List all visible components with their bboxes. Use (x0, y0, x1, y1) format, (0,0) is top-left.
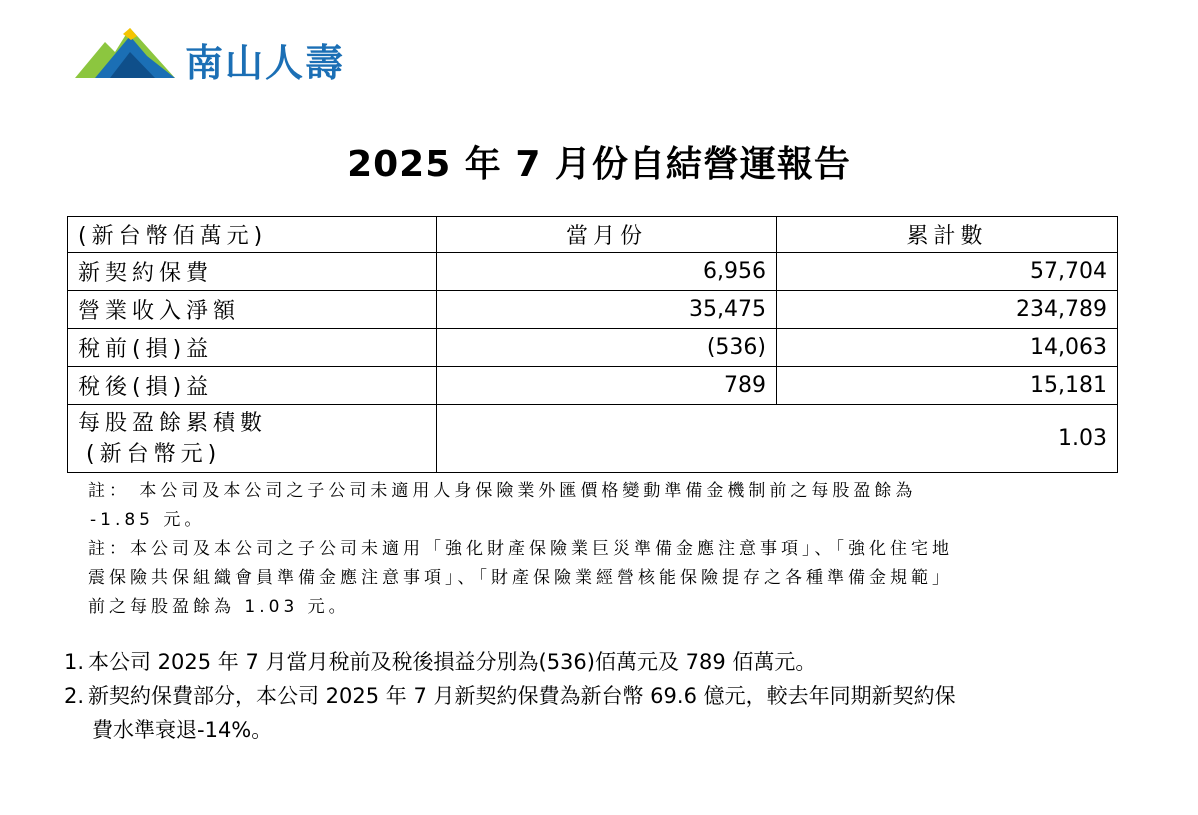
row-label: 稅前(損)益 (68, 329, 437, 367)
point-text: 新契約保費部分，本公司 2025 年 7 月新契約保費為新台幣 69.6 億元，較去年同期新契約保 (88, 684, 956, 708)
eps-label (68, 405, 437, 473)
row-month-value: 35,475 (437, 291, 777, 329)
table-row (68, 253, 1118, 291)
table-row (68, 367, 1118, 405)
header-unit: (新台幣佰萬元) (68, 217, 437, 253)
point-number: 2. (64, 684, 85, 708)
row-month-value: 6,956 (437, 253, 777, 291)
note2-line1: 註：本公司及本公司之子公司未適用「強化財產保險業巨災準備金應注意事項」、「強化住宅地 (88, 539, 953, 559)
row-cumulative-value: 15,181 (777, 367, 1118, 405)
note1-line1: 註： 本公司及本公司之子公司未適用人身保險業外匯價格變動準備金機制前之每股盈餘為 (88, 481, 917, 501)
summary-points (64, 645, 1144, 747)
note1-line2: -1.85 元。 (90, 510, 206, 530)
point-text: 本公司 2025 年 7 月當月稅前及稅後損益分別為(536)佰萬元及 789 佰萬元。 (88, 650, 817, 674)
eps-label-line2: (新台幣元) (86, 441, 222, 467)
row-cumulative-value: 14,063 (777, 329, 1118, 367)
company-logo (75, 26, 375, 85)
table-header-row (68, 217, 1118, 253)
point-number: 1. (64, 650, 85, 674)
logo-text: 南山人壽 (185, 41, 346, 85)
eps-value: 1.03 (437, 405, 1118, 473)
table-row-eps (68, 405, 1118, 473)
header-month: 當月份 (437, 217, 777, 253)
mountain-logo-icon (75, 26, 175, 78)
footnotes (88, 477, 1118, 622)
list-item (64, 679, 1144, 713)
page-title: 2025 年 7 月份自結營運報告 (347, 144, 851, 185)
row-label: 稅後(損)益 (68, 367, 437, 405)
row-cumulative-value: 57,704 (777, 253, 1118, 291)
point-text-continued: 費水準衰退-14%。 (92, 718, 273, 742)
note2-line3: 前之每股盈餘為 1.03 元。 (88, 597, 350, 617)
row-month-value: 789 (437, 367, 777, 405)
eps-label-line1: 每股盈餘累積數 (78, 410, 268, 436)
note2-line2: 震保險共保組織會員準備金應注意事項」、「財產保險業經營核能保險提存之各種準備金規範」 (88, 568, 953, 588)
table-row (68, 329, 1118, 367)
header-cumulative: 累計數 (777, 217, 1118, 253)
row-month-value: (536) (437, 329, 777, 367)
row-label: 新契約保費 (68, 253, 437, 291)
row-cumulative-value: 234,789 (777, 291, 1118, 329)
report-table (67, 216, 1118, 473)
list-item (64, 645, 1144, 679)
row-label: 營業收入淨額 (68, 291, 437, 329)
table-row (68, 291, 1118, 329)
